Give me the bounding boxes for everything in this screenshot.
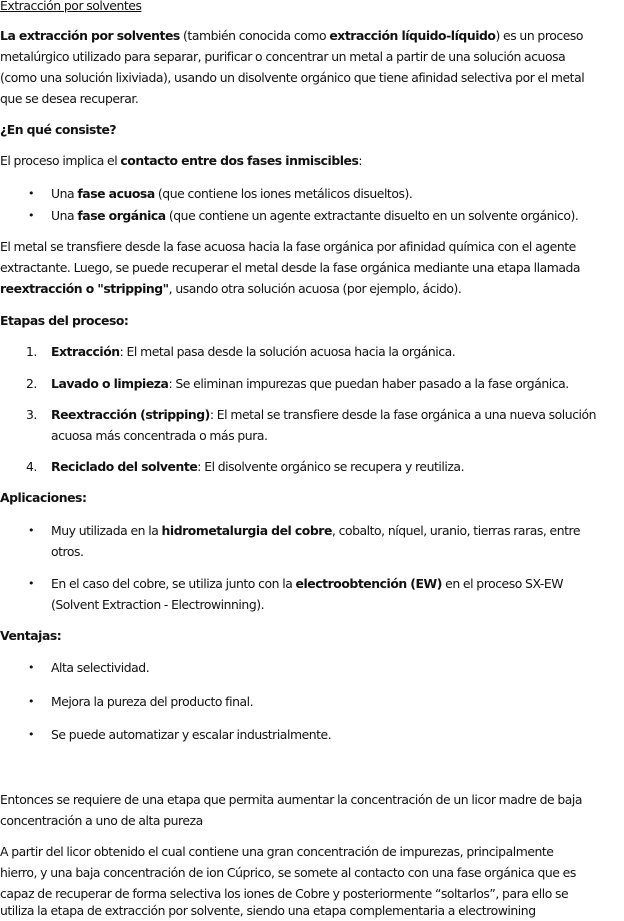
conclusion-p2-line-4: utiliza la etapa de extracción por solvente, siendo una etapa complementaria a electrowining	[0, 903, 536, 918]
consiste-intro	[0, 151, 362, 171]
bold-text: Reextracción (stripping)	[51, 407, 210, 422]
section-heading-etapas	[0, 311, 128, 331]
text: Una	[51, 186, 78, 201]
ventaja-item-2: Mejora la pureza del producto final.	[51, 694, 254, 709]
intro-bold-alias: extracción líquido-líquido	[329, 28, 496, 43]
bold-text: contacto entre dos fases inmiscibles	[120, 153, 359, 168]
intro-line-1	[0, 26, 583, 46]
bullet-marker: •	[28, 187, 35, 200]
consiste-para-line-1: El metal se transfiere desde la fase acuosa hacia la fase orgánica por afinidad química con el agente	[0, 239, 576, 254]
text: en el proceso SX-EW	[441, 576, 564, 591]
ventaja-item-3: Se puede automatizar y escalar industrialmente.	[51, 727, 332, 742]
heading-text: Ventajas:	[0, 628, 62, 643]
conclusion-p1-line-1: Entonces se requiere de una etapa que permita aumentar la concentración de un licor madre de baja	[0, 792, 583, 807]
heading-text: Aplicaciones:	[0, 490, 87, 505]
consiste-para-line-3	[0, 279, 461, 299]
heading-text: Etapas del proceso:	[0, 313, 129, 328]
text: : El metal pasa desde la solución acuosa hacia la orgánica.	[119, 344, 456, 359]
bold-text: fase acuosa	[77, 186, 155, 201]
conclusion-p2-line-1: A partir del licor obtenido el cual contiene una gran concentración de impurezas, principalmente	[0, 844, 554, 859]
text: Muy utilizada en la	[51, 523, 162, 538]
etapa-item-3-line-2: acuosa más concentrada o más pura.	[51, 428, 268, 443]
bold-text: electroobtención (EW)	[295, 576, 442, 591]
bullet-marker: •	[28, 728, 35, 741]
conclusion-p2-line-2: hierro, y una baja concentración de ion Cúprico, se somete al contacto con una fase orgánica que es	[0, 865, 576, 880]
bold-text: Lavado o limpieza	[51, 376, 169, 391]
page-title: Extracción por solventes	[0, 0, 142, 13]
ventaja-item-1: Alta selectividad.	[51, 660, 150, 675]
intro-line-2: metalúrgico utilizado para separar, purificar o concentrar un metal a partir de una solución acuosa	[0, 49, 566, 64]
etapa-item-3	[51, 405, 596, 425]
list-number: 2.	[26, 376, 37, 391]
bold-text: Extracción	[51, 344, 120, 359]
bold-text: reextracción o "stripping"	[0, 281, 169, 296]
bullet-marker: •	[28, 695, 35, 708]
bold-text: hidrometalurgia del cobre	[161, 523, 332, 538]
intro-line-4: que se desea recuperar.	[0, 91, 139, 106]
aplicacion-item-2-line-2: (Solvent Extraction - Electrowinning).	[51, 597, 265, 612]
text: El proceso implica el	[0, 153, 121, 168]
bold-text: Reciclado del solvente	[51, 459, 198, 474]
intro-bold-term: La extracción por solventes	[0, 28, 180, 43]
bold-text: fase orgánica	[77, 208, 166, 223]
list-number: 3.	[26, 407, 37, 422]
list-number: 4.	[26, 459, 37, 474]
intro-line-3: (como una solución lixiviada), usando un disolvente orgánico que tiene afinidad selectiva por el metal	[0, 70, 585, 85]
aplicacion-item-1-line-2: otros.	[51, 544, 84, 559]
text: Una	[51, 208, 78, 223]
text: : El disolvente orgánico se recupera y reutiliza.	[197, 459, 465, 474]
bullet-fase-acuosa	[51, 184, 412, 204]
text: :	[358, 153, 363, 168]
intro-text: (también conocida como	[179, 28, 330, 43]
text: , cobalto, níquel, uranio, tierras raras, entre	[331, 523, 581, 538]
text: (que contiene los iones metálicos disueltos).	[154, 186, 413, 201]
intro-text: ) es un proceso	[495, 28, 584, 43]
section-heading-aplicaciones	[0, 488, 86, 508]
bullet-fase-organica	[51, 206, 578, 226]
etapa-item-2	[51, 374, 569, 394]
text: En el caso del cobre, se utiliza junto con la	[51, 576, 296, 591]
text: : El metal se transfiere desde la fase orgánica a una nueva solución	[209, 407, 597, 422]
aplicacion-item-1	[51, 521, 580, 541]
consiste-para-line-2: extractante. Luego, se puede recuperar el metal desde la fase orgánica mediante una etapa llamada	[0, 260, 581, 275]
bullet-marker: •	[28, 661, 35, 674]
text: : Se eliminan impurezas que puedan haber pasado a la fase orgánica.	[168, 376, 569, 391]
bullet-marker: •	[28, 209, 35, 222]
conclusion-p1-line-2: concentración a uno de alta pureza	[0, 813, 203, 828]
aplicacion-item-2	[51, 574, 563, 594]
bullet-marker: •	[28, 524, 35, 537]
etapa-item-4	[51, 457, 464, 477]
heading-text: ¿En qué consiste?	[0, 122, 117, 137]
bullet-marker: •	[28, 577, 35, 590]
text: (que contiene un agente extractante disuelto en un solvente orgánico).	[165, 208, 579, 223]
conclusion-p2-line-3: capaz de recuperar de forma selectiva los iones de Cobre y posteriormente “soltarlos”, para ello se	[0, 886, 569, 901]
section-heading-ventajas	[0, 626, 61, 646]
section-heading-consiste	[0, 120, 116, 140]
text: , usando otra solución acuosa (por ejemplo, ácido).	[168, 281, 462, 296]
list-number: 1.	[26, 344, 37, 359]
etapa-item-1	[51, 342, 455, 362]
